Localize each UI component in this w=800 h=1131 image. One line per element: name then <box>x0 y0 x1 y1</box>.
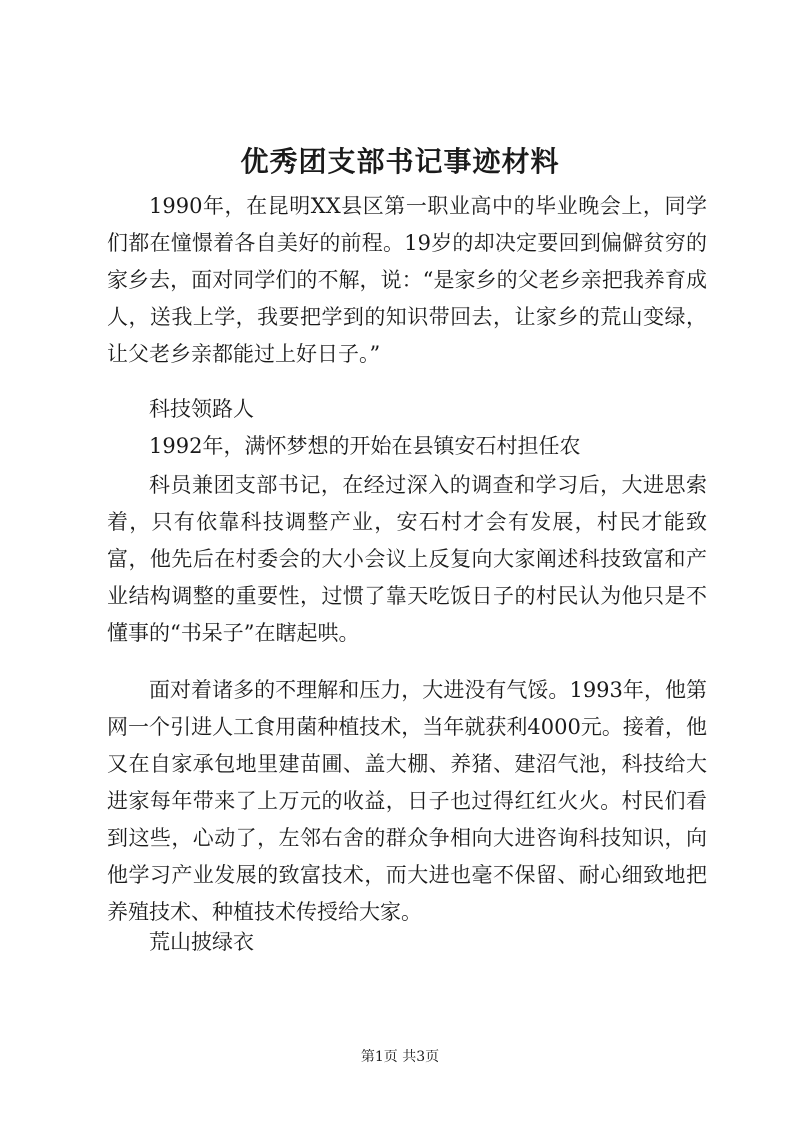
body-paragraph: 1990年，在昆明XX县区第一职业高中的毕业晚会上，同学们都在憧憬着各自美好的前程。19岁的却决定要回到偏僻贫穷的家乡去，面对同学们的不解，说：“是家乡的父老乡亲把我养育成人，送我上学，我要把学到的知识带回去，让家乡的荒山变绿，让父老乡亲都能过上好日子。” <box>107 194 707 366</box>
body-paragraph-1-block <box>107 188 707 373</box>
body-paragraph-2-block <box>107 428 707 465</box>
page-number-footer: 第1页 共3页 <box>360 1049 440 1065</box>
body-paragraph: 面对着诸多的不理解和压力，大进没有气馁。1993年，他第网一个引进人工食用菌种植技术，当年就获利4000元。接着，他又在自家承包地里建苗圃、盖大棚、养猪、建沼气池，科技给大进家每年带来了上万元的收益，日子也过得红红火火。村民们看到这些，心动了，左邻右舍的群众争相向大进咨询科技知识，向他学习产业发展的致富技术，而大进也毫不保留、耐心细致地把养殖技术、种植技术传授给大家。 <box>107 678 707 924</box>
document-title: 优秀团支部书记事迹材料 <box>240 145 560 178</box>
body-paragraph-3-block <box>107 467 707 652</box>
body-paragraph-4-block <box>107 672 707 931</box>
section-heading-tech: 科技领路人 <box>149 397 254 421</box>
body-paragraph: 科员兼团支部书记，在经过深入的调查和学习后，大进思索着，只有依靠科技调整产业，安石村才会有发展，村民才能致富，他先后在村委会的大小会议上反复向大家阐述科技致富和产业结构调整的重要性，过惯了靠天吃饭日子的村民认为他只是不懂事的“书呆子”在瞎起哄。 <box>107 473 707 645</box>
body-paragraph: 1992年，满怀梦想的开始在县镇安石村担任农 <box>149 434 581 458</box>
section-heading-block <box>107 391 707 428</box>
section-heading-block <box>107 924 707 961</box>
section-heading-greening: 荒山披绿衣 <box>149 930 254 954</box>
